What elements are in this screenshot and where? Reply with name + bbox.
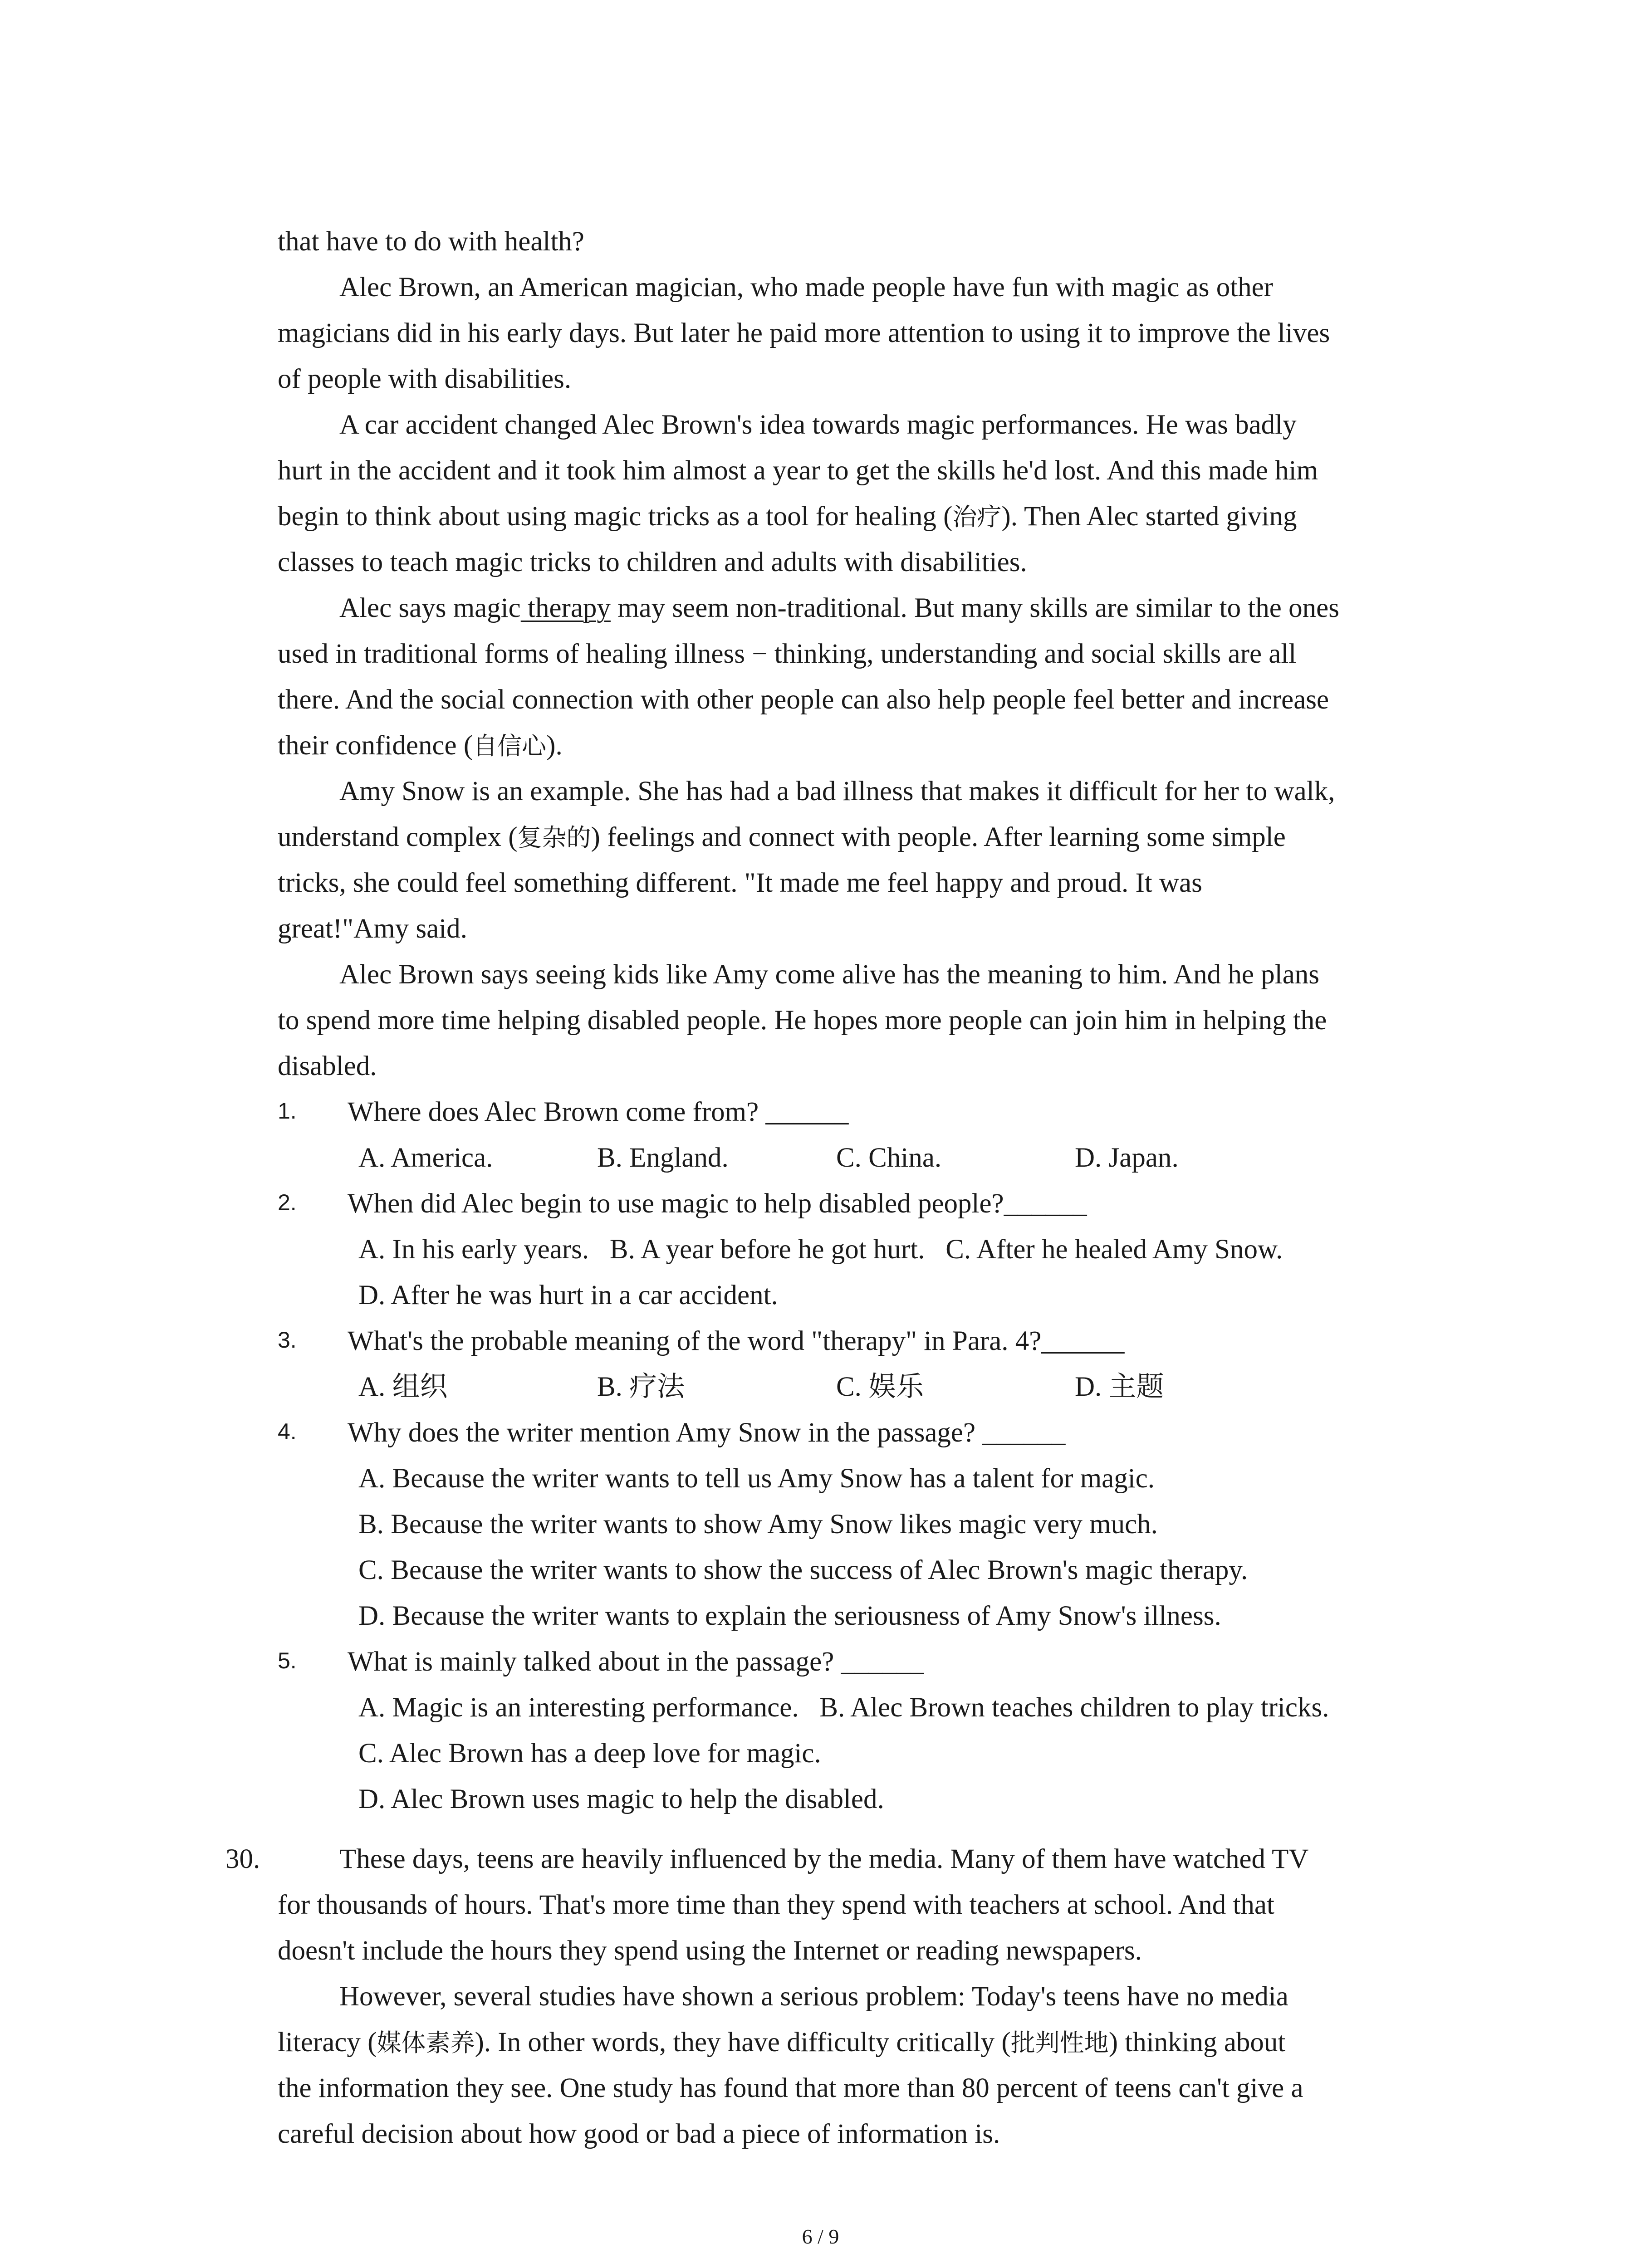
paragraph-line: to spend more time helping disabled people. He hopes more people can join him in helping the: [278, 1005, 1327, 1036]
option-c: C. Because the writer wants to show the success of Alec Brown's magic therapy.: [358, 1555, 1248, 1585]
chinese-gloss: 复杂的: [517, 823, 591, 852]
question-text: When did Alec begin to use magic to help disabled people?______: [348, 1188, 1087, 1219]
paragraph-line: [278, 823, 1286, 851]
paragraph-line: there. And the social connection with other people can also help people feel better and increase: [278, 684, 1329, 715]
chinese-gloss: 批判性地: [1010, 2028, 1109, 2057]
question-number: 4.: [278, 1419, 297, 1444]
section-number: 30.: [225, 1844, 260, 1874]
paragraph-line: Alec Brown says seeing kids like Amy come alive has the meaning to him. And he plans: [339, 959, 1320, 990]
text-run: ). Then Alec started giving: [1001, 501, 1297, 532]
paragraph-line: that have to do with health?: [278, 226, 584, 257]
paragraph-line: for thousands of hours. That's more time than they spend with teachers at school. And that: [278, 1890, 1274, 1920]
chinese-gloss: 自信心: [473, 732, 547, 760]
paragraph-line: However, several studies have shown a serious problem: Today's teens have no media: [339, 1981, 1288, 2012]
option-d: D. Alec Brown uses magic to help the disabled.: [358, 1784, 884, 1814]
option-d: D. 主题: [1075, 1372, 1164, 1402]
option-c: C. Alec Brown has a deep love for magic.: [358, 1738, 821, 1769]
option-d: D. Japan.: [1075, 1143, 1179, 1173]
text-run: understand complex (: [278, 822, 518, 852]
question-number: 5.: [278, 1648, 297, 1673]
paragraph-line: used in traditional forms of healing illness − thinking, understanding and social skills are all: [278, 639, 1297, 669]
paragraph-line: [339, 594, 1339, 622]
question-text: What's the probable meaning of the word "therapy" in Para. 4?______: [348, 1326, 1125, 1356]
option-a: A. 组织: [358, 1372, 448, 1402]
paragraph-line: magicians did in his early days. But later he paid more attention to using it to improve the lives: [278, 318, 1330, 348]
option-a: A. America.: [358, 1143, 493, 1173]
paragraph-line: These days, teens are heavily influenced by the media. Many of them have watched TV: [339, 1844, 1309, 1874]
paragraph-line: of people with disabilities.: [278, 364, 572, 394]
paragraph-line: [278, 503, 1297, 530]
option-c: C. 娱乐: [836, 1372, 924, 1402]
option-d: D. Because the writer wants to explain the seriousness of Amy Snow's illness.: [358, 1601, 1221, 1631]
chinese-gloss: 治疗: [952, 503, 1002, 531]
option-c: C. China.: [836, 1143, 942, 1173]
chinese-gloss: 媒体素养: [377, 2028, 475, 2057]
text-run: literacy (: [278, 2027, 377, 2058]
question-text: What is mainly talked about in the passage? ______: [348, 1647, 924, 1677]
option-row: A. Magic is an interesting performance. B. Alec Brown teaches children to play tricks.: [358, 1692, 1329, 1723]
option-row: A. In his early years. B. A year before he got hurt. C. After he healed Amy Snow.: [358, 1234, 1283, 1265]
text-run: ). In other words, they have difficulty critically (: [475, 2027, 1011, 2058]
paragraph-line: A car accident changed Alec Brown's idea towards magic performances. He was badly: [339, 410, 1297, 440]
text-run: may seem non-traditional. But many skills are similar to the ones: [610, 593, 1339, 623]
text-run: ) thinking about: [1108, 2027, 1286, 2058]
option-b: B. Because the writer wants to show Amy Snow likes magic very much.: [358, 1509, 1158, 1540]
paragraph-line: classes to teach magic tricks to children and adults with disabilities.: [278, 547, 1027, 577]
text-run: begin to think about using magic tricks as a tool for healing (: [278, 501, 953, 532]
paragraph-line: great!"Amy said.: [278, 914, 467, 944]
text-run: Alec says magic: [339, 593, 521, 623]
paragraph-line: doesn't include the hours they spend using the Internet or reading newspapers.: [278, 1936, 1142, 1966]
text-run: their confidence (: [278, 730, 473, 761]
option-b: B. 疗法: [597, 1372, 685, 1402]
option-d: D. After he was hurt in a car accident.: [358, 1280, 778, 1310]
option-b: B. England.: [597, 1143, 729, 1173]
page-number: 6 / 9: [802, 2225, 839, 2248]
paragraph-line: disabled.: [278, 1051, 377, 1081]
paragraph-line: hurt in the accident and it took him almost a year to get the skills he'd lost. And this made him: [278, 455, 1318, 486]
paragraph-line: [278, 732, 563, 759]
paragraph-line: Amy Snow is an example. She has had a bad illness that makes it difficult for her to walk,: [339, 776, 1335, 807]
paragraph-line: Alec Brown, an American magician, who made people have fun with magic as other: [339, 272, 1274, 303]
text-run: ) feelings and connect with people. After learning some simple: [591, 822, 1286, 852]
question-number: 1.: [278, 1098, 297, 1124]
paragraph-line: tricks, she could feel something different. "It made me feel happy and proud. It was: [278, 868, 1202, 898]
question-text: Where does Alec Brown come from? ______: [348, 1097, 849, 1127]
option-a: A. Because the writer wants to tell us Amy Snow has a talent for magic.: [358, 1463, 1155, 1494]
question-text: Why does the writer mention Amy Snow in the passage? ______: [348, 1418, 1066, 1448]
paragraph-line: [278, 2028, 1285, 2056]
underlined-word: therapy: [520, 593, 611, 623]
text-run: ).: [546, 730, 563, 761]
paragraph-line: the information they see. One study has found that more than 80 percent of teens can't give a: [278, 2073, 1303, 2103]
question-number: 3.: [278, 1327, 297, 1353]
question-number: 2.: [278, 1190, 297, 1215]
paragraph-line: careful decision about how good or bad a piece of information is.: [278, 2119, 1000, 2149]
